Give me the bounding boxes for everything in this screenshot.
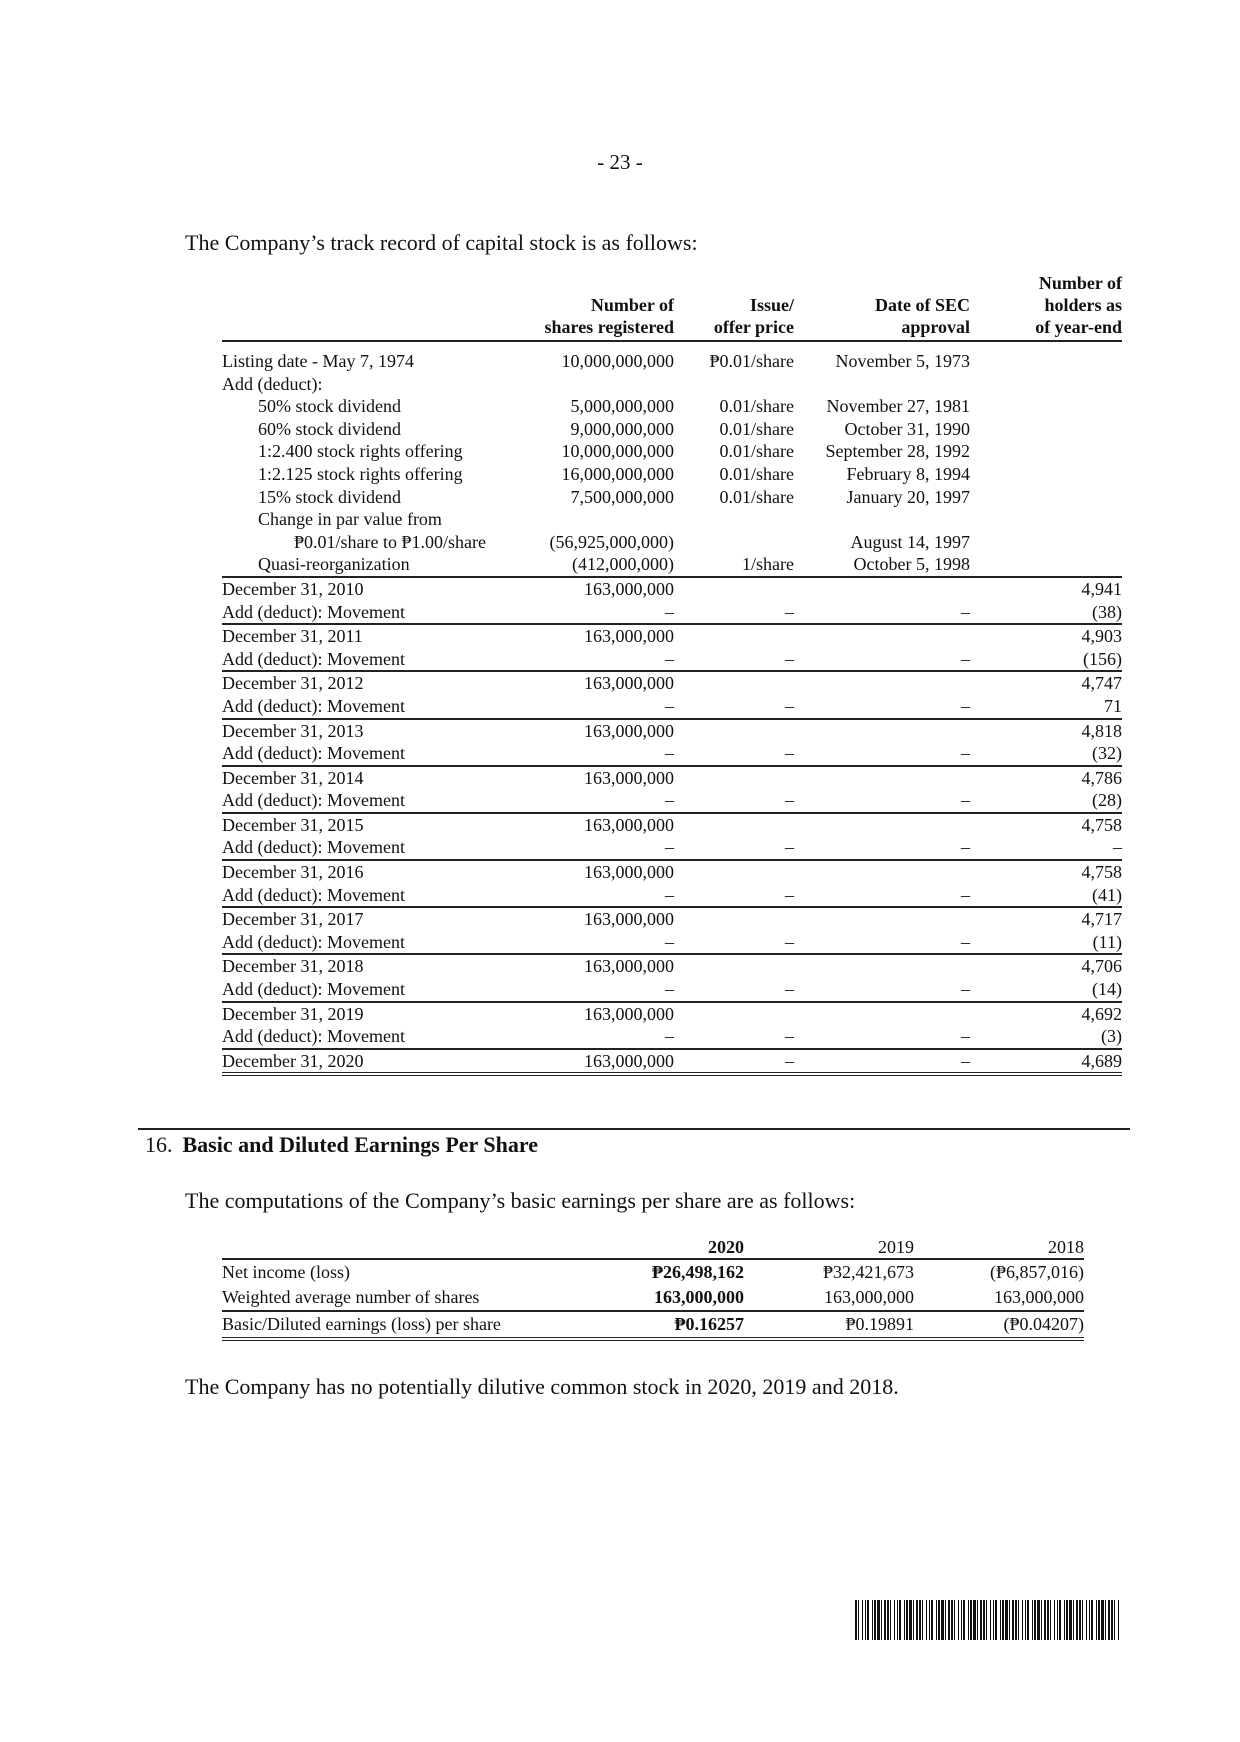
- table-row-movement: Add (deduct): Movement – – – (28): [222, 790, 1122, 811]
- table-row: Listing date - May 7, 1974 10,000,000,000 ₱0.01/share November 5, 1973: [222, 351, 970, 371]
- barcode-image: [855, 1600, 1120, 1640]
- table-row-movement: Add (deduct): Movement – – – 71: [222, 695, 1122, 716]
- table-row-year: December 31, 2012 163,000,000 4,747: [222, 673, 1122, 694]
- table-row: Net income (loss) ₱26,498,162 ₱32,421,673 (₱6,857,016): [222, 1262, 1084, 1282]
- table-row-movement: Add (deduct): Movement – – – –: [222, 837, 1122, 858]
- section-heading: 16. Basic and Diluted Earnings Per Share: [145, 1132, 539, 1157]
- table-row-movement: Add (deduct): Movement – – – (41): [222, 884, 1122, 905]
- header-holders: Number of holders as of year-end: [970, 272, 1122, 341]
- table-row-year: December 31, 2011 163,000,000 4,903: [222, 626, 1122, 647]
- header-sec-approval: Date of SEC approval: [794, 272, 970, 341]
- table-row-year: December 31, 2010 163,000,000 4,941: [222, 578, 1122, 599]
- table-row: Basic/Diluted earnings (loss) per share ₱0.16257 ₱0.19891 (₱0.04207): [222, 1311, 1084, 1339]
- table-row: Add (deduct):: [222, 373, 323, 394]
- header-shares-registered: Number of shares registered: [522, 272, 674, 341]
- table-row: 1:2.400 stock rights offering 10,000,000,000 0.01/share September 28, 1992: [258, 441, 970, 462]
- table-row: 1:2.125 stock rights offering 16,000,000,000 0.01/share February 8, 1994: [258, 463, 970, 484]
- table-row-year: December 31, 2013 163,000,000 4,818: [222, 720, 1122, 741]
- eps-table: [222, 1236, 1084, 1341]
- table-row-final: December 31, 2020 163,000,000 – – 4,689: [222, 1049, 1122, 1075]
- closing-note: The Company has no potentially dilutive common stock in 2020, 2019 and 2018.: [185, 1374, 899, 1399]
- year-rows: [222, 577, 1122, 1049]
- table-row-year: December 31, 2015 163,000,000 4,758: [222, 814, 1122, 835]
- header-offer-price: Issue/ offer price: [674, 272, 794, 341]
- table-row-year: December 31, 2018 163,000,000 4,706: [222, 956, 1122, 977]
- table-row-movement: Add (deduct): Movement – – – (14): [222, 979, 1122, 1000]
- table-row: Change in par value from: [258, 509, 442, 530]
- table-row: Quasi-reorganization (412,000,000) 1/share October 5, 1998: [258, 554, 970, 575]
- table-row: 50% stock dividend 5,000,000,000 0.01/share November 27, 1981: [258, 396, 970, 417]
- table-row: ₱0.01/share to ₱1.00/share (56,925,000,000) August 14, 1997: [294, 531, 970, 552]
- table-row-movement: Add (deduct): Movement – – – (11): [222, 931, 1122, 952]
- capital-table-header: [222, 272, 1122, 341]
- table-row-movement: Add (deduct): Movement – – – (156): [222, 648, 1122, 669]
- table-row: Weighted average number of shares 163,000,000 163,000,000 163,000,000: [222, 1287, 1084, 1307]
- table-row: 15% stock dividend 7,500,000,000 0.01/share January 20, 1997: [258, 486, 970, 507]
- table-row-year: December 31, 2019 163,000,000 4,692: [222, 1003, 1122, 1024]
- table-row: 60% stock dividend 9,000,000,000 0.01/share October 31, 1990: [258, 418, 970, 439]
- capital-stock-table: [222, 272, 1122, 1076]
- capital-stock-intro: The Company’s track record of capital stock is as follows:: [185, 230, 698, 255]
- section-divider: [138, 1128, 1130, 1130]
- table-row-movement: Add (deduct): Movement – – – (32): [222, 743, 1122, 764]
- table-row-movement: Add (deduct): Movement – – – (3): [222, 1026, 1122, 1047]
- table-row-year: December 31, 2017 163,000,000 4,717: [222, 909, 1122, 930]
- eps-intro: The computations of the Company’s basic earnings per share are as follows:: [185, 1188, 856, 1213]
- table-row-year: December 31, 2016 163,000,000 4,758: [222, 862, 1122, 883]
- eps-table-header: 2020 2019 2018: [222, 1236, 1084, 1259]
- table-row-movement: Add (deduct): Movement – – – (38): [222, 601, 1122, 622]
- table-row-year: December 31, 2014 163,000,000 4,786: [222, 767, 1122, 788]
- page-number: - 23 -: [597, 150, 643, 174]
